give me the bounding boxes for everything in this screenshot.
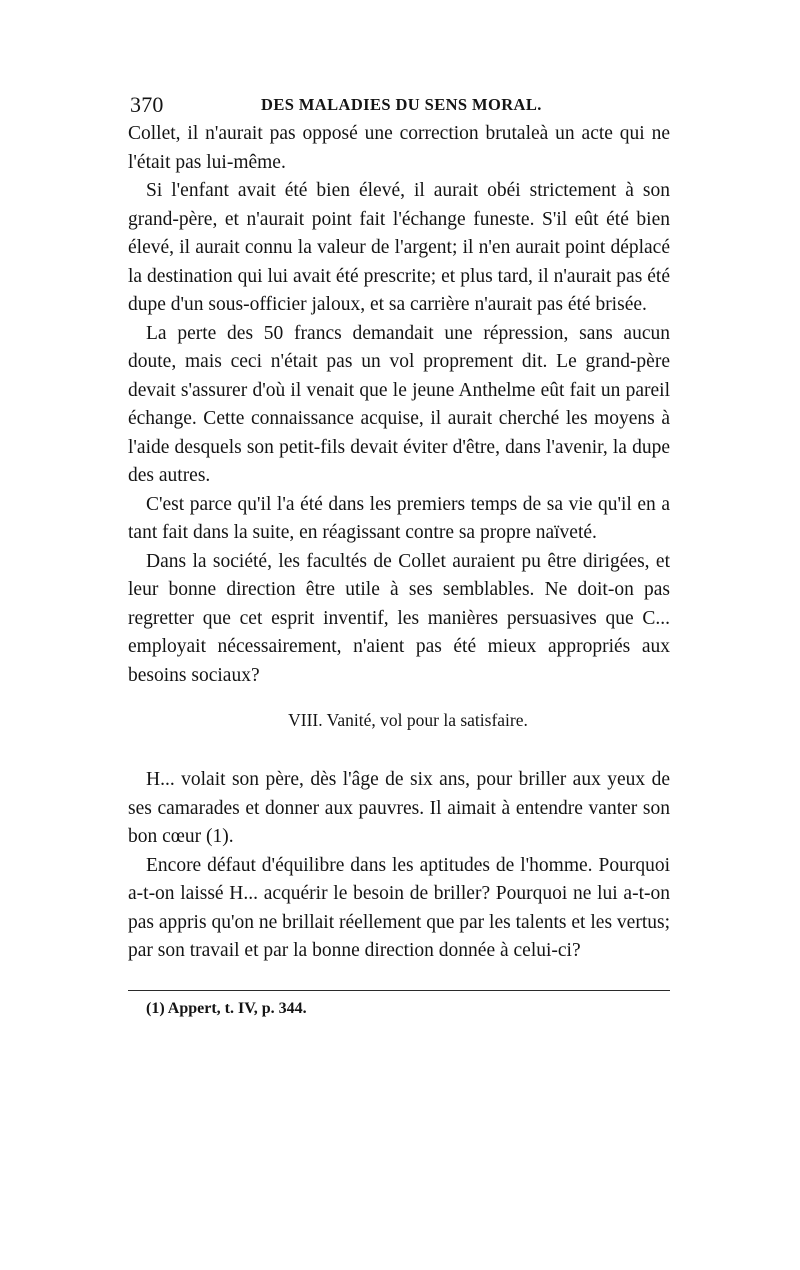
section-heading: VIII. Vanité, vol pour la satisfaire.	[288, 710, 528, 730]
page-content	[128, 86, 670, 1021]
paragraph: Encore défaut d'équilibre dans les aptitudes de l'homme. Pourquoi a-t-on laissé H... acquérir le besoin de briller? Pourquoi ne lui a-t-on pas appris qu'on ne brillait réellement que par les talents et les vertus; par son travail et par la bonne direction donnée à celui-ci?	[128, 854, 670, 961]
paragraph: Dans la société, les facultés de Collet auraient pu être dirigées, et leur bonne direction être utile à ses semblables. Ne doit-on pas regretter que cet esprit inventif, les manières persuasives que C... employait nécessairement, n'aient pas été mieux appropriés aux besoins sociaux?	[128, 550, 670, 686]
paragraph: Si l'enfant avait été bien élevé, il aurait obéi strictement à son grand-père, et n'aurait point fait l'échange funeste. S'il eût été bien élevé, il aurait connu la valeur de l'argent; il n'en aurait point déplacé la destination qui lui avait été prescrite; et plus tard, il n'aurait pas été dupe d'un sous-officier jaloux, et sa carrière n'aurait pas été brisée.	[128, 180, 670, 315]
paragraph: C'est parce qu'il l'a été dans les premiers temps de sa vie qu'il en a tant fait dans la suite, en réagissant contre sa propre naïveté.	[128, 493, 670, 543]
paragraph: H... volait son père, dès l'âge de six ans, pour briller aux yeux de ses camarades et donner aux pauvres. Il aimait à entendre vanter son bon cœur (1).	[128, 769, 670, 847]
footnote-divider	[128, 990, 670, 991]
paragraph: La perte des 50 francs demandait une répression, sans aucun doute, mais ceci n'était pas un vol proprement dit. Le grand-père devait s'assurer d'où il venait que le jeune Anthelme eût fait un pareil échange. Cette connaissance acquise, il aurait cherché les moyens à l'aide desquels son petit-fils devait éviter d'être, dans l'avenir, la dupe des autres.	[128, 322, 670, 486]
running-title: DES MALADIES DU SENS MORAL.	[261, 95, 542, 114]
paragraph-continued: Collet, il n'aurait pas opposé une correction brutaleà un acte qui ne l'était pas lui-même.	[128, 123, 670, 173]
page-number: 370	[130, 92, 164, 117]
running-header	[128, 86, 670, 120]
footnote: (1) Appert, t. IV, p. 344.	[146, 999, 307, 1017]
